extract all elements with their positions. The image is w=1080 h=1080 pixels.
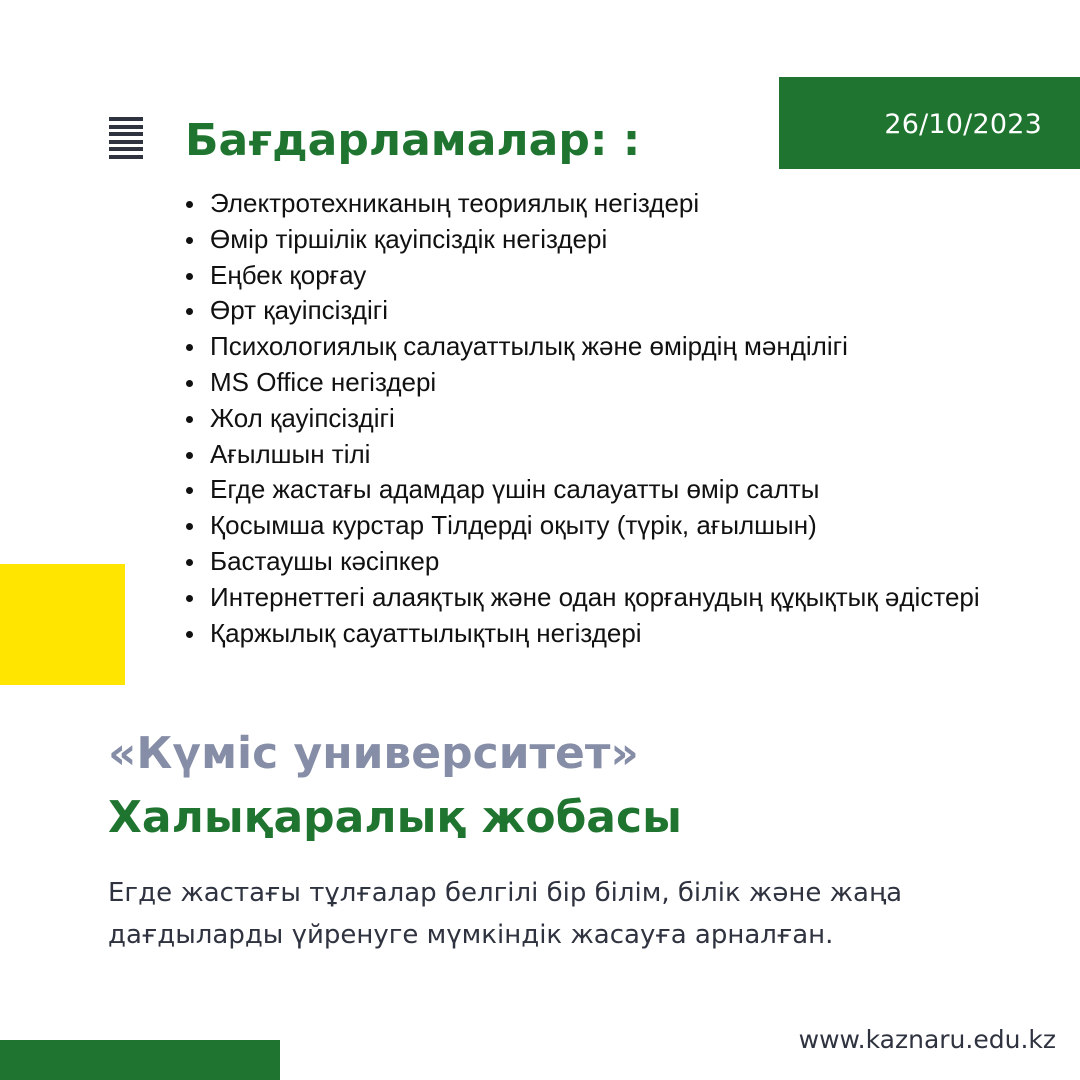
website-link[interactable]: www.kaznaru.edu.kz — [798, 1025, 1056, 1054]
list-item: Бастаушы кәсіпкер — [210, 544, 1010, 580]
list-item: Қаржылық сауаттылықтың негіздері — [210, 616, 1010, 652]
program-list — [210, 186, 1010, 651]
page-title: Бағдарламалар: : — [185, 115, 641, 166]
project-description: Егде жастағы тұлғалар белгілі бір білім, білік және жаңа дағдыларды үйренуге мүмкіндік жасауға арналған. — [108, 878, 903, 950]
list-item: Егде жастағы адамдар үшін салауатты өмір салты — [210, 472, 1010, 508]
project-title-line-2: Халықаралық жобасы — [108, 792, 682, 843]
date-label: 26/10/2023 — [884, 109, 1042, 140]
list-item: Өмір тіршілік қауіпсіздік негіздері — [210, 222, 1010, 258]
yellow-accent-block — [0, 564, 125, 685]
list-item: Жол қауіпсіздігі — [210, 401, 1010, 437]
list-item: Өрт қауіпсіздігі — [210, 293, 1010, 329]
project-title-line-1: «Күміс университет» — [108, 728, 639, 779]
list-item: MS Office негіздері — [210, 365, 1010, 401]
list-item: Еңбек қорғау — [210, 258, 1010, 294]
list-item: Интернеттегі алаяқтық және одан қорғанудың құқықтық әдістері — [210, 580, 1010, 616]
list-item: Электротехниканың теориялық негіздері — [210, 186, 1010, 222]
hamburger-menu-icon — [109, 117, 143, 161]
date-banner — [779, 77, 1080, 169]
green-accent-bar — [0, 1040, 280, 1080]
list-item: Ағылшын тілі — [210, 437, 1010, 473]
list-item: Психологиялық салауаттылық және өмірдің мәнділігі — [210, 329, 1010, 365]
list-item: Қосымша курстар Тілдерді оқыту (түрік, ағылшын) — [210, 508, 1010, 544]
